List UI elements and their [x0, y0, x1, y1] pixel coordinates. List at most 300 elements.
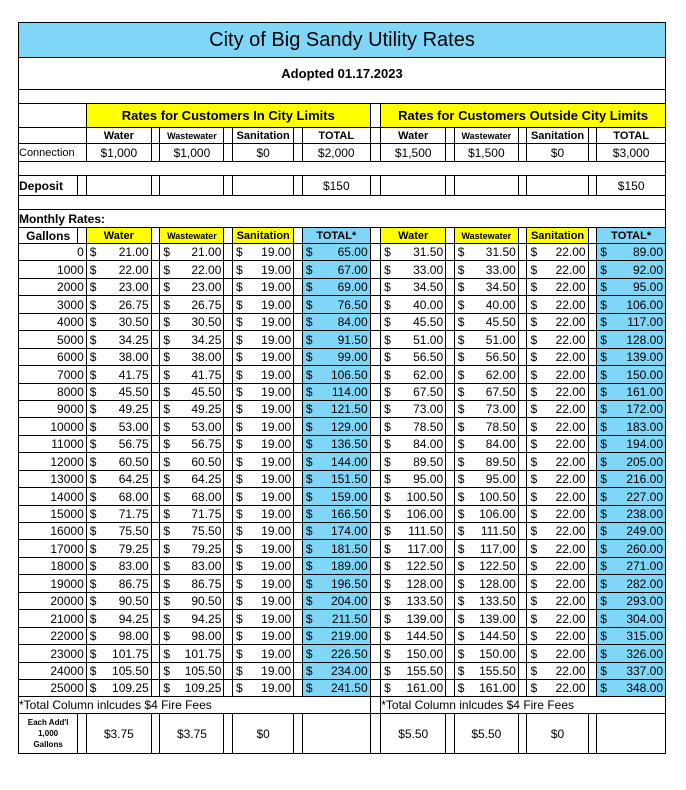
rate-cell: [527, 436, 588, 453]
gap-cell: [519, 296, 528, 314]
dollar-sign: $: [236, 611, 243, 626]
rate-cell: [160, 645, 224, 663]
gap-cell: [371, 261, 382, 279]
gap-cell: [446, 144, 455, 162]
dollar-sign: $: [600, 646, 607, 661]
dollar-sign: $: [305, 332, 313, 347]
gap-cell: [589, 314, 598, 331]
amount: 101.75: [184, 646, 222, 661]
rate-cell: [160, 506, 224, 523]
gap-cell: [589, 349, 598, 366]
amount: 51.00: [485, 332, 516, 347]
rate-cell: [87, 471, 152, 488]
gallons-value: 10000: [18, 418, 87, 436]
dollar-sign: $: [384, 332, 391, 347]
gap-cell: [371, 296, 382, 314]
amount: 45.50: [118, 385, 149, 399]
amount: 95.00: [413, 472, 444, 486]
gap-cell: [446, 714, 455, 754]
dollar-sign: $: [305, 681, 313, 695]
total-cell: [303, 558, 371, 575]
rate-cell: [381, 349, 446, 366]
dollar-sign: $: [89, 559, 97, 573]
gap-cell: [152, 366, 161, 384]
gap-cell: [224, 540, 233, 558]
amount: 99.00: [337, 350, 368, 364]
amount: 348.00: [626, 681, 664, 695]
rate-cell: [527, 331, 588, 349]
gap-cell: [371, 401, 382, 418]
dollar-sign: $: [305, 576, 313, 591]
dollar-sign: $: [236, 245, 243, 259]
dollar-sign: $: [600, 559, 607, 573]
rate-cell: [233, 540, 294, 558]
dollar-sign: $: [305, 629, 313, 643]
dollar-sign: $: [305, 245, 313, 259]
dollar-sign: $: [305, 489, 313, 504]
dollar-sign: $: [384, 315, 391, 329]
gap-cell: [294, 331, 303, 349]
gap-cell: [371, 104, 382, 128]
amount: 19.00: [261, 245, 292, 259]
gap-cell: [519, 610, 528, 628]
dollar-sign: $: [600, 297, 607, 312]
dollar-sign: $: [457, 611, 465, 626]
amount: 19.00: [261, 629, 292, 643]
gap-cell: [371, 680, 382, 697]
dollar-sign: $: [305, 507, 313, 521]
dollar-sign: $: [457, 472, 465, 486]
rate-cell: [160, 366, 224, 384]
gap-cell: [446, 523, 455, 540]
gap-cell: [294, 401, 303, 418]
amount: 22.00: [555, 646, 586, 661]
blank-cell: [371, 176, 382, 196]
gap-cell: [589, 384, 598, 401]
rate-cell: [455, 506, 519, 523]
gap-cell: [224, 261, 233, 279]
gap-cell: [294, 663, 303, 680]
gap-cell: [294, 680, 303, 697]
blank-cell: [224, 176, 233, 196]
dollar-sign: $: [600, 576, 607, 591]
gap-cell: [152, 349, 161, 366]
amount: 33.00: [413, 262, 444, 277]
dollar-sign: $: [530, 681, 538, 695]
rate-cell: [87, 296, 152, 314]
total-cell: [303, 296, 371, 314]
amount: 98.00: [191, 629, 222, 643]
spacer-cell: [18, 162, 666, 176]
total-cell: [597, 523, 666, 540]
rate-cell: [381, 418, 446, 436]
amount: 271.00: [626, 559, 664, 573]
amount: 227.00: [626, 489, 664, 504]
gallons-value: 1000: [18, 261, 87, 279]
deposit-label: Deposit: [18, 176, 78, 196]
rate-cell: [87, 418, 152, 436]
spacer-row: [18, 90, 666, 104]
dollar-sign: $: [163, 332, 171, 347]
rate-cell: [455, 558, 519, 575]
dollar-sign: $: [236, 507, 243, 521]
rate-cell: [233, 366, 294, 384]
gap-cell: [224, 714, 233, 754]
table-row: [18, 453, 666, 471]
dollar-sign: $: [305, 350, 313, 364]
rate-cell: [455, 663, 519, 680]
amount: 122.50: [479, 559, 516, 573]
amount: 19.00: [261, 524, 292, 538]
gap-cell: [294, 418, 303, 436]
connection-out-value: $3,000: [597, 144, 666, 162]
additional-in-value: $3.75: [160, 714, 224, 754]
connection-out-value: $0: [527, 144, 588, 162]
amount: 84.00: [413, 437, 444, 451]
table-row: [18, 488, 666, 506]
amount: 139.00: [626, 350, 664, 364]
rate-cell: [87, 314, 152, 331]
gap-cell: [371, 279, 382, 296]
amount: 34.50: [413, 280, 444, 294]
blank-cell: [294, 176, 303, 196]
amount: 105.50: [184, 664, 222, 678]
gap-cell: [446, 593, 455, 610]
dollar-sign: $: [600, 385, 607, 399]
gap-cell: [589, 610, 598, 628]
dollar-sign: $: [384, 559, 391, 573]
amount: 30.50: [118, 315, 149, 329]
gap-cell: [446, 436, 455, 453]
total-cell: [597, 384, 666, 401]
gallons-value: 15000: [18, 506, 87, 523]
rate-cell: [527, 663, 588, 680]
monthly-label-row: [18, 210, 666, 228]
amount: 106.50: [330, 367, 368, 382]
amount: 78.50: [413, 419, 444, 434]
amount: 19.00: [261, 367, 292, 382]
column-label-row: [18, 128, 666, 144]
connection-row: [18, 144, 666, 162]
amount: 21.00: [118, 245, 149, 259]
gap-cell: [446, 128, 455, 144]
total-cell: [597, 558, 666, 575]
rate-cell: [233, 244, 294, 261]
connection-in-value: $1,000: [160, 144, 224, 162]
gallons-value: 20000: [18, 593, 87, 610]
dollar-sign: $: [305, 402, 313, 416]
total-cell: [597, 540, 666, 558]
gap-cell: [589, 128, 598, 144]
gap-cell: [446, 575, 455, 593]
rate-cell: [455, 575, 519, 593]
gap-cell: [446, 610, 455, 628]
rate-cell: [233, 453, 294, 471]
gap-cell: [152, 680, 161, 697]
gap-cell: [224, 558, 233, 575]
gap-cell: [224, 628, 233, 645]
table-row: [18, 279, 666, 296]
blank-cell: [152, 176, 161, 196]
dollar-sign: $: [163, 646, 171, 661]
dollar-sign: $: [457, 524, 465, 538]
gallons-value: 4000: [18, 314, 87, 331]
gap-cell: [152, 558, 161, 575]
amount: 150.00: [479, 646, 516, 661]
dollar-sign: $: [163, 245, 171, 259]
gap-cell: [152, 628, 161, 645]
amount: 86.75: [191, 576, 222, 591]
dollar-sign: $: [236, 332, 243, 347]
rate-cell: [527, 401, 588, 418]
dollar-sign: $: [384, 681, 391, 695]
total-cell: [303, 453, 371, 471]
rate-cell: [87, 558, 152, 575]
dollar-sign: $: [384, 367, 391, 382]
amount: 293.00: [626, 594, 664, 608]
gap-cell: [152, 436, 161, 453]
amount: 45.50: [413, 315, 444, 329]
rate-cell: [233, 593, 294, 610]
total-cell: [303, 418, 371, 436]
rate-cell: [527, 279, 588, 296]
dollar-sign: $: [305, 594, 313, 608]
table-row: [18, 331, 666, 349]
gap-cell: [519, 506, 528, 523]
gap-cell: [224, 645, 233, 663]
amount: 23.00: [191, 280, 222, 294]
amount: 22.00: [555, 385, 586, 399]
rate-cell: [381, 401, 446, 418]
rate-cell: [527, 314, 588, 331]
dollar-sign: $: [236, 262, 243, 277]
dollar-sign: $: [384, 472, 391, 486]
amount: 234.00: [330, 664, 368, 678]
rate-cell: [160, 628, 224, 645]
rate-cell: [160, 593, 224, 610]
gap-cell: [446, 228, 455, 244]
amount: 174.00: [330, 524, 368, 538]
gap-cell: [519, 144, 528, 162]
total-cell: [303, 645, 371, 663]
dollar-sign: $: [384, 524, 391, 538]
dollar-sign: $: [236, 629, 243, 643]
amount: 204.00: [330, 594, 368, 608]
gap-cell: [446, 366, 455, 384]
dollar-sign: $: [163, 559, 171, 573]
amount: 155.50: [479, 664, 516, 678]
amount: 19.00: [261, 507, 292, 521]
rate-cell: [233, 331, 294, 349]
dollar-sign: $: [163, 629, 171, 643]
amount: 19.00: [261, 402, 292, 416]
gap-cell: [294, 575, 303, 593]
rate-cell: [87, 436, 152, 453]
dollar-sign: $: [530, 385, 538, 399]
gap-cell: [152, 331, 161, 349]
column-label: Water: [381, 128, 446, 144]
amount: 84.00: [337, 315, 368, 329]
gap-cell: [589, 628, 598, 645]
blank-cell: [519, 176, 528, 196]
gap-cell: [371, 540, 382, 558]
rate-cell: [455, 244, 519, 261]
table-row: [18, 384, 666, 401]
dollar-sign: $: [89, 385, 97, 399]
total-cell: [303, 436, 371, 453]
dollar-sign: $: [530, 315, 538, 329]
rate-cell: [527, 296, 588, 314]
dollar-sign: $: [163, 594, 171, 608]
gap-cell: [294, 540, 303, 558]
gap-cell: [446, 453, 455, 471]
dollar-sign: $: [384, 629, 391, 643]
total-cell: [303, 628, 371, 645]
dollar-sign: $: [236, 541, 243, 556]
amount: 150.00: [406, 646, 444, 661]
rate-cell: [381, 331, 446, 349]
dollar-sign: $: [305, 541, 313, 556]
gap-cell: [446, 279, 455, 296]
dollar-sign: $: [163, 524, 171, 538]
dollar-sign: $: [236, 419, 243, 434]
amount: 38.00: [118, 350, 149, 364]
rate-cell: [160, 575, 224, 593]
gap-cell: [446, 384, 455, 401]
dollar-sign: $: [530, 576, 538, 591]
dollar-sign: $: [530, 367, 538, 382]
rate-cell: [87, 663, 152, 680]
dollar-sign: $: [384, 402, 391, 416]
gap-cell: [589, 331, 598, 349]
rate-cell: [455, 366, 519, 384]
gap-cell: [519, 488, 528, 506]
amount: 64.25: [191, 472, 222, 486]
dollar-sign: $: [600, 594, 607, 608]
gallons-value: 24000: [18, 663, 87, 680]
rate-cell: [160, 453, 224, 471]
dollar-sign: $: [236, 489, 243, 504]
rate-cell: [527, 488, 588, 506]
dollar-sign: $: [163, 350, 171, 364]
dollar-sign: $: [236, 350, 243, 364]
amount: 67.00: [337, 262, 368, 277]
gap-cell: [519, 593, 528, 610]
dollar-sign: $: [530, 332, 538, 347]
gallons-value: 8000: [18, 384, 87, 401]
total-cell: [303, 261, 371, 279]
dollar-sign: $: [384, 245, 391, 259]
amount: 159.00: [330, 489, 368, 504]
spacer-row: [18, 196, 666, 210]
dollar-sign: $: [89, 507, 97, 521]
gap-cell: [294, 296, 303, 314]
amount: 22.00: [555, 594, 586, 608]
gap-cell: [294, 628, 303, 645]
gap-cell: [294, 261, 303, 279]
table-row: [18, 401, 666, 418]
dollar-sign: $: [236, 280, 243, 294]
dollar-sign: $: [305, 315, 313, 329]
dollar-sign: $: [530, 437, 538, 451]
gap-cell: [224, 228, 233, 244]
rate-cell: [527, 453, 588, 471]
gap-cell: [224, 331, 233, 349]
gap-cell: [519, 453, 528, 471]
gap-cell: [224, 144, 233, 162]
total-cell: [303, 506, 371, 523]
monthly-column-header: Sanitation: [233, 228, 294, 244]
dollar-sign: $: [236, 576, 243, 591]
rate-cell: [233, 610, 294, 628]
total-cell: [597, 680, 666, 697]
dollar-sign: $: [163, 437, 171, 451]
amount: 38.00: [191, 350, 222, 364]
amount: 219.00: [330, 629, 368, 643]
gap-cell: [294, 523, 303, 540]
table-row: [18, 366, 666, 384]
additional-out-value: $0: [527, 714, 588, 754]
gap-cell: [519, 418, 528, 436]
total-cell: [597, 261, 666, 279]
dollar-sign: $: [600, 489, 607, 504]
rate-cell: [233, 418, 294, 436]
amount: 19.00: [261, 576, 292, 591]
amount: 68.00: [191, 489, 222, 504]
gap-cell: [446, 628, 455, 645]
additional-gallons-row: [18, 714, 666, 754]
rate-cell: [87, 331, 152, 349]
dollar-sign: $: [457, 385, 465, 399]
gap-cell: [371, 453, 382, 471]
monthly-column-header: Water: [381, 228, 446, 244]
amount: 196.50: [330, 576, 368, 591]
rate-cell: [455, 401, 519, 418]
amount: 139.00: [406, 611, 444, 626]
amount: 128.00: [406, 576, 444, 591]
amount: 95.00: [633, 280, 664, 294]
rate-cell: [87, 453, 152, 471]
rate-cell: [160, 471, 224, 488]
table-row: [18, 610, 666, 628]
dollar-sign: $: [236, 646, 243, 661]
gap-cell: [519, 128, 528, 144]
gallons-value: 21000: [18, 610, 87, 628]
dollar-sign: $: [457, 507, 465, 521]
gap-cell: [152, 663, 161, 680]
gap-cell: [371, 128, 382, 144]
gap-cell: [294, 279, 303, 296]
amount: 151.50: [330, 472, 368, 486]
rate-cell: [233, 384, 294, 401]
rate-cell: [160, 349, 224, 366]
gap-cell: [519, 663, 528, 680]
gap-cell: [152, 244, 161, 261]
connection-label: Connection: [18, 144, 87, 162]
amount: 304.00: [626, 611, 664, 626]
dollar-sign: $: [163, 402, 171, 416]
rate-cell: [381, 384, 446, 401]
footnote-row: [18, 697, 666, 714]
connection-out-value: $1,500: [381, 144, 446, 162]
total-cell: [303, 488, 371, 506]
total-cell: [303, 366, 371, 384]
dollar-sign: $: [600, 454, 607, 469]
gap-cell: [446, 331, 455, 349]
rate-cell: [381, 436, 446, 453]
column-label: Sanitation: [233, 128, 294, 144]
gap-cell: [294, 610, 303, 628]
